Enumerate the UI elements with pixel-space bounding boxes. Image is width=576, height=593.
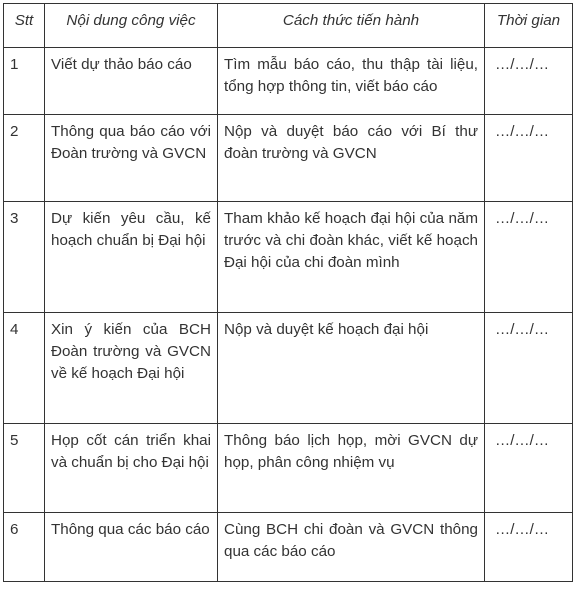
- cell-job: Viết dự thảo báo cáo: [45, 48, 218, 115]
- header-how: Cách thức tiến hành: [218, 4, 485, 48]
- header-stt: Stt: [4, 4, 45, 48]
- cell-time: …/…/…: [485, 313, 573, 424]
- table-row: [4, 115, 573, 202]
- header-time: Thời gian: [485, 4, 573, 48]
- cell-how: Tham khảo kế hoạch đại hội của năm trước và chi đoàn khác, viết kế hoạch Đại hội của chi đoàn mình: [218, 202, 485, 313]
- cell-stt: 6: [4, 513, 45, 582]
- header-row: [4, 4, 573, 48]
- table-row: [4, 313, 573, 424]
- cell-time: …/…/…: [485, 424, 573, 513]
- cell-job: Họp cốt cán triển khai và chuẩn bị cho Đại hội: [45, 424, 218, 513]
- table-row: [4, 513, 573, 582]
- cell-time: …/…/…: [485, 115, 573, 202]
- cell-time: …/…/…: [485, 48, 573, 115]
- cell-stt: 1: [4, 48, 45, 115]
- cell-job: Thông qua báo cáo với Đoàn trường và GVCN: [45, 115, 218, 202]
- plan-table: [3, 3, 573, 582]
- table-row: [4, 202, 573, 313]
- cell-time: …/…/…: [485, 202, 573, 313]
- cell-job: Thông qua các báo cáo: [45, 513, 218, 582]
- cell-how: Thông báo lịch họp, mời GVCN dự họp, phân công nhiệm vụ: [218, 424, 485, 513]
- cell-stt: 2: [4, 115, 45, 202]
- table-row: [4, 424, 573, 513]
- cell-job: Dự kiến yêu cầu, kế hoạch chuẩn bị Đại hội: [45, 202, 218, 313]
- cell-how: Cùng BCH chi đoàn và GVCN thông qua các báo cáo: [218, 513, 485, 582]
- cell-stt: 4: [4, 313, 45, 424]
- cell-job: Xin ý kiến của BCH Đoàn trường và GVCN về kế hoạch Đại hội: [45, 313, 218, 424]
- cell-how: Tìm mẫu báo cáo, thu thập tài liệu, tổng hợp thông tin, viết báo cáo: [218, 48, 485, 115]
- cell-stt: 3: [4, 202, 45, 313]
- cell-time: …/…/…: [485, 513, 573, 582]
- cell-how: Nộp và duyệt kế hoạch đại hội: [218, 313, 485, 424]
- header-job: Nội dung công việc: [45, 4, 218, 48]
- table-row: [4, 48, 573, 115]
- cell-stt: 5: [4, 424, 45, 513]
- cell-how: Nộp và duyệt báo cáo với Bí thư đoàn trường và GVCN: [218, 115, 485, 202]
